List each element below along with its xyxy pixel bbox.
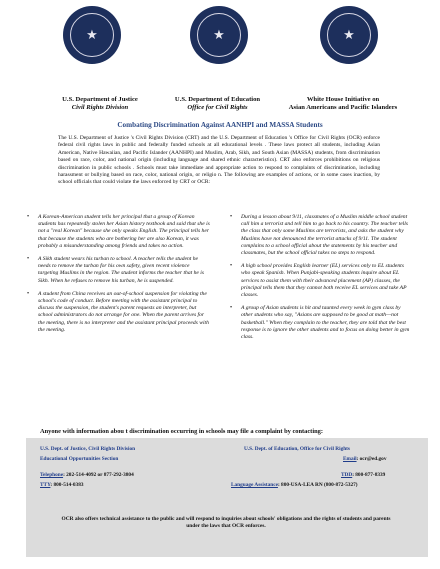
bullet-icon: • xyxy=(230,263,233,270)
email-link[interactable]: : ocr@ed.gov xyxy=(356,456,387,462)
scenario-item xyxy=(24,214,210,250)
bullet-icon: • xyxy=(27,290,30,297)
agency-education xyxy=(155,96,280,112)
bullet-icon: • xyxy=(27,214,30,220)
bullet-icon: • xyxy=(230,305,233,312)
agency-division: Office for Civil Rights xyxy=(187,104,248,111)
bullet-icon: • xyxy=(27,256,30,263)
agency-white-house xyxy=(278,96,408,112)
scenario-text: A high school provides English learner (EL) services only to EL students who speak Spanish. When Punjabi-speaking students inquire about EL services to assist them with their advanced placement (AP) classes, the principal tells them that they cannot both receive EL services and take AP classes. xyxy=(241,263,407,299)
scenario-item xyxy=(24,291,210,334)
telephone-label: Telephone xyxy=(40,472,64,478)
tdd-number[interactable]: : 800-877-8339 xyxy=(352,472,386,478)
scenario-text: A Sikh student wears his turban to school. A teacher tells the student he needs to remove the turban for his own safety, given recent violence targeting Muslims in the region. The student informs the teacher that he is Sikh. When he refuses to remove his turban, he is suspended. xyxy=(38,256,204,284)
agency-name: White House Initiative on xyxy=(306,96,380,103)
doj-name: U.S. Dept. of Justice, Civil Rights Division xyxy=(40,446,136,452)
scenario-text: During a lesson about 9/11, classmates of a Muslim middle school student call him a terrorist and tell him to go back to his country. The teacher tells the class that only some Muslims are terrorists, and asks the student why Muslims have not denounced the terrorist attacks of 9/11. The student complains to a school official about the statements by his teacher and classmates, but the school official takes no steps to respond. xyxy=(241,214,408,257)
page-title: Combating Discrimination Against AANHPI and MASSA Students xyxy=(117,121,323,129)
intro-paragraph: The U.S. Department of Justice 's Civil Rights Division (CRT) and the U.S. Department of Education 's Office for Civil Rights (OCR) enforce federal civil rights laws in public and federally funded schools at all educational levels . These laws protect all students, including Asian American, Native Hawaiian, and Pacific Islander (AANHPI) and Muslim, Arab, Sikh, and South Asian (MASSA) students, from discrimination based on race, color, and national origin (including language and shared ethnic characteristics). CRT also enforces prohibitions on religious discrimination in public schools . Schools must take immediate and appropriate action to respond to complaints of discrimination, including harassment or bullying based on race, color, national origin, or religio n. The following are examples of actions, or in some cases inaction, by school officials that could violate the laws enforced by CRT or OCR: xyxy=(58,135,380,186)
agency-division: Asian Americans and Pacific Islanders xyxy=(288,104,398,111)
ed-language-assistance xyxy=(231,482,358,488)
scenario-text: A group of Asian students is hit and taunted every week in gym class by other students who say, "Asians are supposed to be good at math—not basketball." When they complain to the teacher, they are told that the best response is to ignore the other students and to focus on doing better in gym class. xyxy=(241,305,410,341)
bullet-icon: • xyxy=(230,214,233,220)
white-house-seal-icon: ★ xyxy=(320,6,378,64)
language-assistance-number[interactable]: : 800-USA-LEA RN (800-872-5327) xyxy=(277,482,358,488)
ed-tdd xyxy=(341,472,385,478)
scenario-item xyxy=(227,214,413,257)
tdd-label: TDD xyxy=(341,472,353,478)
tty-number[interactable]: : 800-514-0383 xyxy=(50,482,84,488)
agency-name: U.S. Department of Justice xyxy=(62,96,138,103)
doj-seal-icon: ★ xyxy=(63,6,121,64)
education-seal-icon: ★ xyxy=(190,6,248,64)
scenario-item xyxy=(227,305,413,341)
agency-name: U.S. Department of Education xyxy=(174,96,261,103)
agency-doj xyxy=(45,96,155,112)
ed-name: U.S. Dept. of Education, Office for Civil Rights xyxy=(244,446,350,452)
contact-box xyxy=(26,438,428,557)
ed-email xyxy=(343,456,386,462)
scenario-column-left xyxy=(24,214,210,340)
language-assistance-label: Language Assistance xyxy=(231,482,278,488)
agency-division: Civil Rights Division xyxy=(71,104,129,111)
scenario-column-right xyxy=(227,214,413,347)
scenario-text: A student from China receives an out-of-school suspension for violating the school's code of conduct. Before meeting with the assistant principal to discuss the suspension, the student's parent requests an interpreter, but school administrators do not arrange for one. When the parent arrives for the meeting, there is no interpreter and the assistant principal proceeds with the meeting. xyxy=(38,290,209,333)
scenario-item xyxy=(227,263,413,299)
contact-heading: Anyone with information abou t discrimination occurring in schools may file a complaint by contacting: xyxy=(40,428,323,435)
scenario-item xyxy=(24,256,210,285)
doj-telephone xyxy=(40,472,134,478)
ocr-note: OCR also offers technical assistance to the public and will respond to inquiries about schools' obligations and the rights of students and parents under the laws that OCR enforces. xyxy=(61,516,391,529)
tty-label: TTY xyxy=(40,482,51,488)
email-label: Email xyxy=(343,456,357,462)
doj-office: Educational Opportunities Section xyxy=(40,456,119,462)
telephone-number[interactable]: : 202-514-4092 or 877-292-3804 xyxy=(63,472,134,478)
doj-tty xyxy=(40,482,84,488)
scenario-text: A Korean-American student tells her principal that a group of Korean students has repeatedly stolen her Asian history textbook and said that she is not a "real Korean" because she only speaks English. The principal tells her that because the students who are bothering her are also Korean, it was probably a misunderstanding among friends and takes no action. xyxy=(38,214,210,249)
